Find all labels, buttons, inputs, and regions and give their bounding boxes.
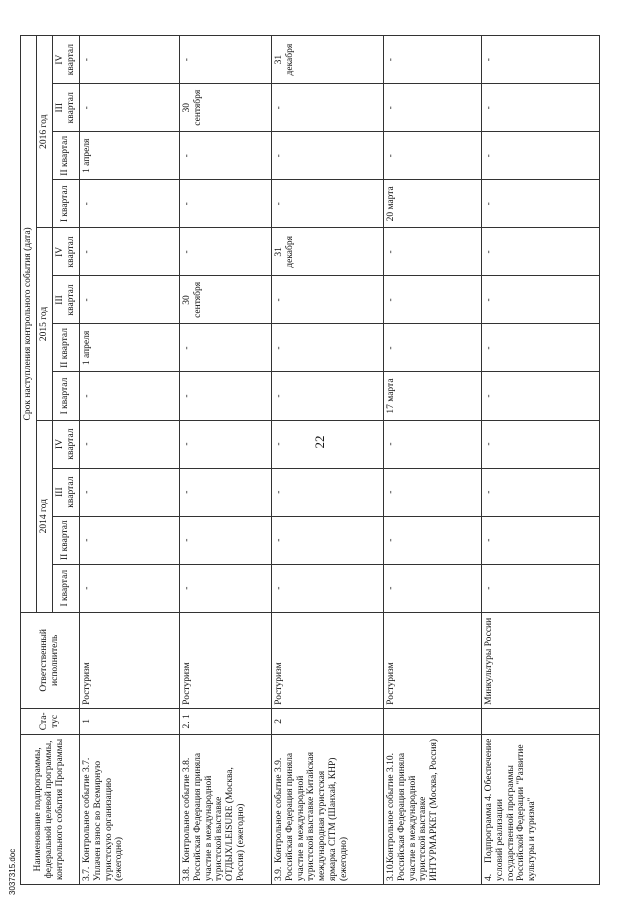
- row-number: 3.9.: [273, 866, 284, 881]
- header-quarter: II квартал: [52, 132, 79, 180]
- header-year-2014: 2014 год: [36, 420, 52, 612]
- quarter-cell: -: [179, 564, 271, 612]
- quarter-cell: -: [179, 372, 271, 420]
- quarter-cell: -: [383, 36, 481, 84]
- quarter-cell: -: [179, 516, 271, 564]
- row-status: 1: [79, 708, 179, 734]
- quarter-cell: -: [79, 372, 179, 420]
- quarter-cell: -: [481, 372, 599, 420]
- quarter-cell: -: [179, 36, 271, 84]
- quarter-cell: -: [79, 36, 179, 84]
- quarter-cell: -: [271, 180, 383, 228]
- header-status: Ста-тус: [21, 708, 80, 734]
- quarter-cell: -: [383, 132, 481, 180]
- quarter-cell: 31 декабря: [271, 228, 383, 276]
- header-quarter: I квартал: [52, 372, 79, 420]
- row-name: [179, 734, 271, 884]
- quarter-cell: -: [79, 564, 179, 612]
- quarter-cell: -: [481, 564, 599, 612]
- header-year-2015: 2015 год: [36, 228, 52, 420]
- quarter-cell: -: [271, 516, 383, 564]
- row-name: [383, 734, 481, 884]
- quarter-cell: 1 апреля: [79, 324, 179, 372]
- row-status: [481, 708, 599, 734]
- header-quarter: II квартал: [52, 324, 79, 372]
- quarter-cell: -: [481, 132, 599, 180]
- quarter-cell: 1 апреля: [79, 132, 179, 180]
- quarter-cell: -: [481, 276, 599, 324]
- quarter-cell: -: [481, 324, 599, 372]
- table-body: [79, 36, 599, 885]
- row-number: 3.7.: [81, 866, 92, 881]
- rotated-table-container: [20, 25, 620, 885]
- row-name: [481, 734, 599, 884]
- row-number: 3.10.: [385, 862, 396, 881]
- quarter-cell: -: [481, 180, 599, 228]
- header-year-2016: 2016 год: [36, 36, 52, 228]
- quarter-cell: -: [79, 276, 179, 324]
- quarter-cell: -: [271, 372, 383, 420]
- header-quarter: III квартал: [52, 84, 79, 132]
- header-quarter: IV квартал: [52, 228, 79, 276]
- quarter-cell: -: [271, 324, 383, 372]
- header-date-group: Срок наступления контрольного события (дата): [21, 36, 37, 613]
- row-name-text: Контрольное событие 3.7. Уплачен взнос во Всемирную туристскую организацию (ежегодно): [81, 757, 125, 881]
- row-name: [79, 734, 179, 884]
- row-status: [383, 708, 481, 734]
- quarter-cell: -: [179, 132, 271, 180]
- row-name-text: Контрольное событие 3.10. Российская Федерация приняла участие в международной туристской выставке ИНТУРМАРКЕТ (Москва, Россия): [385, 738, 440, 881]
- table-row: [179, 36, 271, 885]
- quarter-cell: -: [481, 468, 599, 516]
- page-number: 22: [312, 435, 327, 449]
- quarter-cell: -: [481, 36, 599, 84]
- quarter-cell: -: [383, 420, 481, 468]
- table-row: [271, 36, 383, 885]
- header-quarter: III квартал: [52, 276, 79, 324]
- quarter-cell: -: [79, 516, 179, 564]
- quarter-cell: -: [79, 180, 179, 228]
- quarter-cell: -: [179, 228, 271, 276]
- header-quarter: III квартал: [52, 468, 79, 516]
- header-quarter: I квартал: [52, 180, 79, 228]
- quarter-cell: -: [79, 228, 179, 276]
- quarter-cell: -: [383, 276, 481, 324]
- row-number: 3.8.: [181, 866, 192, 881]
- row-responsible: Минкультуры России: [481, 612, 599, 708]
- quarter-cell: -: [271, 132, 383, 180]
- quarter-cell: -: [383, 84, 481, 132]
- quarter-cell: -: [271, 420, 383, 468]
- quarter-cell: -: [79, 84, 179, 132]
- row-responsible: Ростуризм: [179, 612, 271, 708]
- header-quarter: IV квартал: [52, 36, 79, 84]
- quarter-cell: 20 марта: [383, 180, 481, 228]
- quarter-cell: 30 сентября: [179, 84, 271, 132]
- quarter-cell: -: [271, 276, 383, 324]
- quarter-cell: -: [383, 564, 481, 612]
- quarter-cell: -: [383, 516, 481, 564]
- table-row: [383, 36, 481, 885]
- row-number: 4.: [483, 873, 494, 881]
- table-row: [481, 36, 599, 885]
- quarter-cell: -: [179, 180, 271, 228]
- quarter-cell: 17 марта: [383, 372, 481, 420]
- row-responsible: Ростуризм: [271, 612, 383, 708]
- quarter-cell: -: [481, 228, 599, 276]
- quarter-cell: -: [481, 516, 599, 564]
- row-status: 2: [271, 708, 383, 734]
- row-name: [271, 734, 383, 884]
- row-responsible: Ростуризм: [383, 612, 481, 708]
- file-code: 3037315.doc: [8, 848, 17, 895]
- control-events-table: [20, 35, 600, 885]
- quarter-cell: -: [383, 468, 481, 516]
- header-quarter: II квартал: [52, 516, 79, 564]
- quarter-cell: -: [383, 324, 481, 372]
- quarter-cell: -: [179, 324, 271, 372]
- row-status: 2. 1: [179, 708, 271, 734]
- quarter-cell: -: [179, 468, 271, 516]
- header-responsible: Ответственный исполнитель: [21, 612, 80, 708]
- quarter-cell: -: [481, 84, 599, 132]
- quarter-cell: -: [383, 228, 481, 276]
- quarter-cell: -: [271, 468, 383, 516]
- quarter-cell: -: [481, 420, 599, 468]
- header-name: Наименование подпрограммы, федеральной целевой программы, контрольного события Программы: [21, 734, 80, 884]
- quarter-cell: -: [179, 420, 271, 468]
- quarter-cell: 30 сентября: [179, 276, 271, 324]
- quarter-cell: -: [79, 420, 179, 468]
- header-quarter: I квартал: [52, 564, 79, 612]
- table-row: [79, 36, 179, 885]
- quarter-cell: -: [271, 84, 383, 132]
- row-name-text: Подпрограмма 4. Обеспечение условий реализации государственной программы Российской Федерации "Развитие культуры и туризма": [483, 738, 538, 881]
- header-quarter: IV квартал: [52, 420, 79, 468]
- quarter-cell: 31 декабря: [271, 36, 383, 84]
- row-name-text: Контрольное событие 3.9. Российская Федерация приняла участие в международной туристской выставке Китайская международная туристская ярмарка CITM (Шанхай, КНР) (ежегодно): [273, 752, 350, 881]
- row-responsible: Ростуризм: [79, 612, 179, 708]
- quarter-cell: -: [271, 564, 383, 612]
- row-name-text: Контрольное событие 3.8. Российская Федерация приняла участие в международной туристской выставке ОТДЫХ/LEISURE (Москва, Россия) (ежегодно): [181, 752, 247, 881]
- quarter-cell: -: [79, 468, 179, 516]
